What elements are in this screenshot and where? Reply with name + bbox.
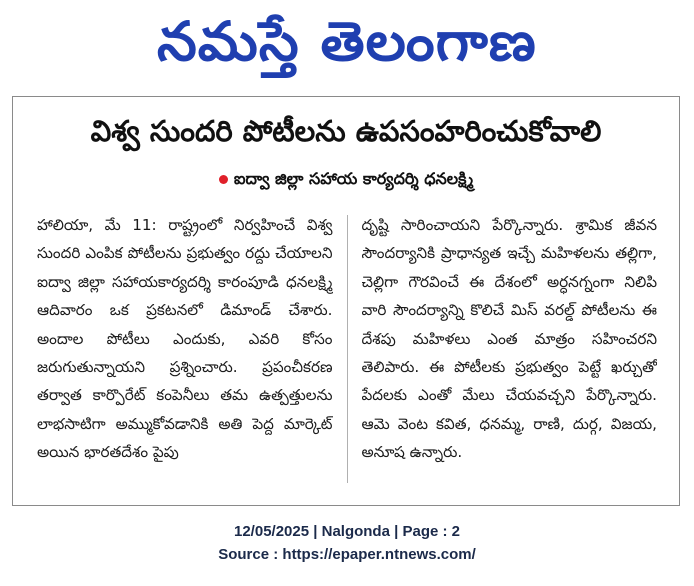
article-column-left: హాలియా, మే 11: రాష్ట్రంలో నిర్వహించే విశ్వ సుందరి ఎంపిక పోటీలను ప్రభుత్వం రద్దు చేయాలని ఐద్వా జిల్లా సహాయకార్యదర్శి కారంపూడి ధనలక్ష్మి ఆదివారం ఒక ప్రకటనలో డిమాండ్ చేశారు. అందాల పోటీలు ఎందుకు, ఎవరి కోసం జరుగుతున్నాయని ప్రశ్నించారు. ప్రపంచీకరణ తర్వాత కార్పొరేట్ కంపెనీలు తమ ఉత్పత్తులను లాభసాటిగా అమ్ముకోవడానికి అతి పెద్ద మార్కెట్ అయిన భారతదేశం పైపు <box>37 216 333 462</box>
masthead <box>0 0 694 84</box>
footer-source: Source : https://epaper.ntnews.com/ <box>218 546 476 563</box>
source-footer <box>0 520 694 566</box>
article-headline: విశ్వ సుందరి పోటీలను ఉపసంహరించుకోవాలి <box>90 114 602 148</box>
article-clipping <box>12 96 680 506</box>
subhead-text: ఐద్వా జిల్లా సహాయ కార్యదర్శి ధనలక్ష్మి <box>233 169 474 188</box>
article-body <box>37 211 657 497</box>
article-subhead <box>13 167 679 191</box>
bullet-icon <box>219 175 228 184</box>
column-divider <box>347 215 348 483</box>
article-column-right: దృష్టి సారించాయని పేర్కొన్నారు. శ్రామిక జీవన సౌందర్యానికి ప్రాధాన్యత ఇచ్చే మహిళలను తల్లిగా, చెల్లిగా గౌరవించే ఈ దేశంలో అర్ధనగ్నంగా నిలిపి వారి సౌందర్యాన్ని కొలిచే మిస్ వరల్డ్ పోటీలను ఈ దేశపు మహిళలు ఎంత మాత్రం సహించరని తెలిపారు. ఈ పోటీలకు ప్రభుత్వం పెట్టే ఖర్చుతో పేదలకు ఎంతో మేలు చేయవచ్చని పేర్కొన్నారు. ఆమె వెంట కవిత, ధనమ్మ, రాణి, దుర్గ, విజయ, అనూష ఉన్నారు. <box>361 216 657 462</box>
footer-date-edition: 12/05/2025 | Nalgonda | Page : 2 <box>234 523 460 540</box>
newspaper-logo: నమస్తే తెలంగాణ <box>157 10 537 73</box>
